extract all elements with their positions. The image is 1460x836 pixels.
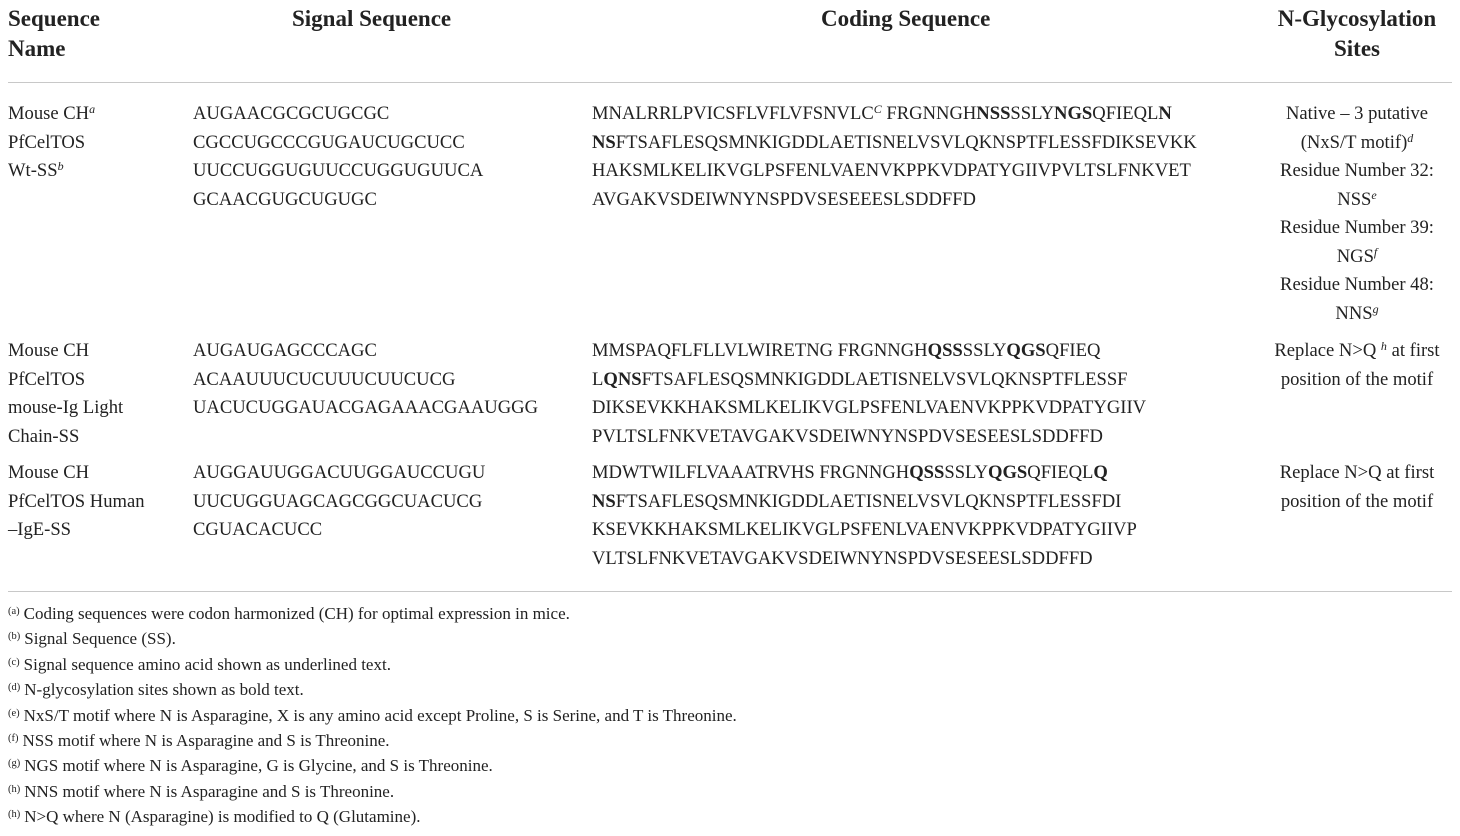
footnotes <box>8 601 737 830</box>
glycosylation-site: QNS <box>603 368 642 390</box>
footnote-text: Coding sequences were codon harmonized (CH) for optimal expression in mice. <box>23 604 570 623</box>
superscript-mark: d <box>1407 130 1414 145</box>
cell-line <box>1252 100 1460 129</box>
cell-line: AUGGAUUGGACUUGGAUCCUGU <box>193 462 486 483</box>
text-segment: SSLY <box>944 462 988 483</box>
cell-line <box>592 366 1146 395</box>
cell-line <box>1252 129 1460 158</box>
cell-line <box>592 516 1137 545</box>
cell-line <box>1252 488 1460 517</box>
row-2-signal <box>193 337 538 423</box>
superscript-mark: h <box>1380 339 1387 353</box>
cell-line: UUCUGGUAGCAGCGGCUACUCG <box>193 490 483 512</box>
text-segment: (NxS/T motif) <box>1300 131 1408 153</box>
text-segment: Mouse CH <box>8 103 90 124</box>
text-segment: DIKSEVKKHAKSMLKELIKVGLPSFENLVAENVKPPKVDPATYGIIV <box>592 397 1147 418</box>
text-segment: MMSPAQFLFLLVLWIRETNG FRGNNGH <box>592 340 928 361</box>
cell-line <box>1252 300 1460 329</box>
text-segment: HAKSMLKELIKVGLPSFENLVAENVKPPKVDPATYGIIVPVLTSLFNKVET <box>592 160 1191 181</box>
text-segment: PfCelTOS Human <box>8 490 145 512</box>
footnote <box>8 804 737 829</box>
text-segment: FTSAFLESQSMNKIGDDLAETISNELVSVLQKNSPTFLESSFDI <box>615 490 1122 512</box>
header-sequence-name <box>8 4 100 64</box>
footnote-text: NGS motif where N is Asparagine, G is Glycine, and S is Threonine. <box>24 756 493 776</box>
cell-line <box>1252 271 1460 300</box>
cell-line <box>1252 366 1460 395</box>
header-n-glycosylation-sites <box>1252 4 1460 64</box>
glycosylation-site: QSS <box>927 340 963 361</box>
glycosylation-site: NS <box>592 490 616 512</box>
cell-line: ACAAUUUCUCUUUCUUCUCG <box>193 368 456 390</box>
cell-line <box>8 459 145 488</box>
text-segment: SSLY <box>1010 103 1055 124</box>
text-segment: PfCelTOS <box>8 368 86 390</box>
footnote-mark: (f) <box>8 733 19 745</box>
footnote-text: Signal Sequence (SS). <box>24 629 176 649</box>
footnote-text: N-glycosylation sites shown as bold text. <box>24 680 304 700</box>
superscript-mark: e <box>1371 187 1377 202</box>
header-glyco-line-2: Sites <box>1334 36 1380 61</box>
text-segment: FTSAFLESQSMNKIGDDLAETISNELVSVLQKNSPTFLESSF <box>641 368 1128 390</box>
footnote <box>8 652 737 677</box>
cell-line <box>1252 243 1460 272</box>
cell-line <box>592 337 1146 366</box>
glycosylation-site: NGS <box>1054 103 1093 124</box>
text-segment: AVGAKVSDEIWNYNSPDVSESEEESLSDDFFD <box>592 188 976 210</box>
row-1-name <box>8 100 95 186</box>
cell-line: GCAACGUGCUGUGC <box>193 188 377 210</box>
footnote-mark: (c) <box>8 656 20 668</box>
cell-line <box>8 337 123 366</box>
text-segment: Residue Number 48: <box>1280 274 1434 295</box>
footnote-text: NNS motif where N is Asparagine and S is Threonine. <box>24 781 395 801</box>
superscript-mark: f <box>1373 244 1378 259</box>
text-segment: KSEVKKHAKSMLKELIKVGLPSFENLVAENVKPPKVDPATYGIIVP <box>592 519 1137 540</box>
row-2-glyco <box>1252 337 1460 394</box>
footnote <box>8 703 737 728</box>
text-segment: MNALRRLPVICSFLVFLVFSNVLC <box>592 103 874 124</box>
footnote <box>8 728 737 753</box>
cell-line <box>8 129 95 158</box>
row-1-coding <box>592 100 1197 214</box>
text-segment: NSS <box>1337 188 1372 210</box>
cell-line <box>8 100 95 129</box>
cell-line <box>592 394 1146 423</box>
text-segment: PfCelTOS <box>8 131 86 153</box>
header-sequence-name-line-2: Name <box>8 36 66 61</box>
text-segment: QFIEQL <box>1027 462 1094 483</box>
cell-line <box>592 423 1146 452</box>
header-coding-sequence: Coding Sequence <box>821 6 991 31</box>
cell-line <box>592 488 1137 517</box>
text-segment: Mouse CH <box>8 340 90 361</box>
row-1-signal <box>193 100 483 214</box>
footnote-text: Signal sequence amino acid shown as underlined text. <box>23 654 391 674</box>
cell-line: UACUCUGGAUACGAGAAACGAAUGGG <box>193 397 539 418</box>
glycosylation-site: QGS <box>1006 340 1046 361</box>
cell-line: CGCCUGCCCGUGAUCUGCUCC <box>193 131 465 153</box>
footnote-mark: (b) <box>8 631 21 643</box>
cell-line: AUGAUGAGCCCAGC <box>193 340 377 361</box>
text-segment: Residue Number 32: <box>1280 160 1434 181</box>
cell-line <box>592 129 1197 158</box>
glycosylation-site: Q <box>1093 462 1108 483</box>
table-bottom-rule <box>8 591 1452 592</box>
glycosylation-site: NSS <box>976 103 1011 124</box>
text-segment: position of the motif <box>1280 368 1434 390</box>
cell-line <box>8 157 95 186</box>
cell-line <box>1252 214 1460 243</box>
cell-line <box>592 186 1197 215</box>
cell-line <box>1252 337 1460 366</box>
text-segment: QFIEQ <box>1045 340 1101 361</box>
row-3-signal <box>193 459 485 545</box>
text-segment: QFIEQL <box>1092 103 1159 124</box>
row-3-coding <box>592 459 1137 573</box>
text-segment: FRGNNGH <box>881 103 977 124</box>
footnote-text: NSS motif where N is Asparagine and S is Threonine. <box>22 731 390 751</box>
text-segment: at first <box>1386 340 1440 361</box>
row-2-name <box>8 337 123 451</box>
footnote <box>8 626 737 651</box>
footnote-mark: (h) <box>8 809 21 821</box>
footnote <box>8 753 737 778</box>
text-segment: Mouse CH <box>8 462 90 483</box>
cell-line: AUGAACGCGCUGCGC <box>193 103 390 124</box>
footnote-mark: (e) <box>8 707 20 719</box>
glycosylation-site: N <box>1158 103 1172 124</box>
footnote-text: NxS/T motif where N is Asparagine, X is any amino acid except Proline, S is Serine, and T is Threonine. <box>23 705 737 725</box>
text-segment: L <box>592 368 604 390</box>
row-1-glyco <box>1252 100 1460 328</box>
footnote-mark: (d) <box>8 682 21 694</box>
text-segment: Wt-SS <box>8 160 58 181</box>
cell-line <box>592 545 1137 574</box>
header-sequence-name-line-1: Sequence <box>8 6 100 31</box>
cell-line: CGUACACUCC <box>193 519 323 540</box>
footnote <box>8 677 737 702</box>
header-glyco-line-1: N-Glycosylation <box>1277 6 1437 31</box>
header-rule <box>8 82 1452 83</box>
text-segment: position of the motif <box>1280 490 1434 512</box>
superscript-mark: b <box>57 159 64 173</box>
superscript-mark: a <box>89 102 96 116</box>
row-3-glyco <box>1252 459 1460 516</box>
row-3-name <box>8 459 145 545</box>
header-signal-sequence: Signal Sequence <box>292 6 452 31</box>
text-segment: FTSAFLESQSMNKIGDDLAETISNELVSVLQKNSPTFLESSFDIKSEVKK <box>615 131 1197 153</box>
footnote-mark: (g) <box>8 758 21 770</box>
text-segment: Residue Number 39: <box>1280 217 1434 238</box>
cell-line <box>8 423 123 452</box>
footnote-mark: (h) <box>8 783 21 795</box>
text-segment: VLTSLFNKVETAVGAKVSDEIWNYNSPDVSESEESLSDDFFD <box>592 547 1093 569</box>
footnote-mark: (a) <box>8 606 20 617</box>
cell-line <box>8 366 123 395</box>
cell-line <box>8 394 123 423</box>
row-2-coding <box>592 337 1146 451</box>
glycosylation-site: QSS <box>909 462 945 483</box>
text-segment: PVLTSLFNKVETAVGAKVSDEIWNYNSPDVSESEESLSDDFFD <box>592 425 1103 447</box>
text-segment: MDWTWILFLVAAATRVHS FRGNNGH <box>592 462 910 483</box>
text-segment: mouse-Ig Light <box>8 397 124 418</box>
glycosylation-site: QGS <box>987 462 1028 483</box>
text-segment: SSLY <box>962 340 1007 361</box>
text-segment: –IgE-SS <box>8 519 72 540</box>
text-segment: Chain-SS <box>8 425 80 447</box>
text-segment: Replace N>Q <box>1274 340 1381 361</box>
text-segment: Native – 3 putative <box>1286 103 1428 124</box>
text-segment: NNS <box>1335 302 1373 324</box>
cell-line: UUCCUGGUGUUCCUGGUGUUCA <box>193 160 484 181</box>
footnote <box>8 779 737 804</box>
cell-line <box>592 459 1137 488</box>
text-segment: Replace N>Q at first <box>1279 462 1435 483</box>
cell-line <box>8 488 145 517</box>
cell-line <box>592 100 1197 129</box>
cell-line <box>1252 157 1460 186</box>
cell-line <box>1252 459 1460 488</box>
superscript-mark: g <box>1372 301 1379 316</box>
footnote-text: N>Q where N (Asparagine) is modified to Q (Glutamine). <box>24 807 421 827</box>
cell-line <box>8 516 145 545</box>
cell-line <box>1252 186 1460 215</box>
cell-line <box>592 157 1197 186</box>
text-segment: NGS <box>1336 245 1374 267</box>
glycosylation-site: NS <box>592 131 616 153</box>
footnote <box>8 601 737 626</box>
superscript-mark: C <box>873 102 882 116</box>
